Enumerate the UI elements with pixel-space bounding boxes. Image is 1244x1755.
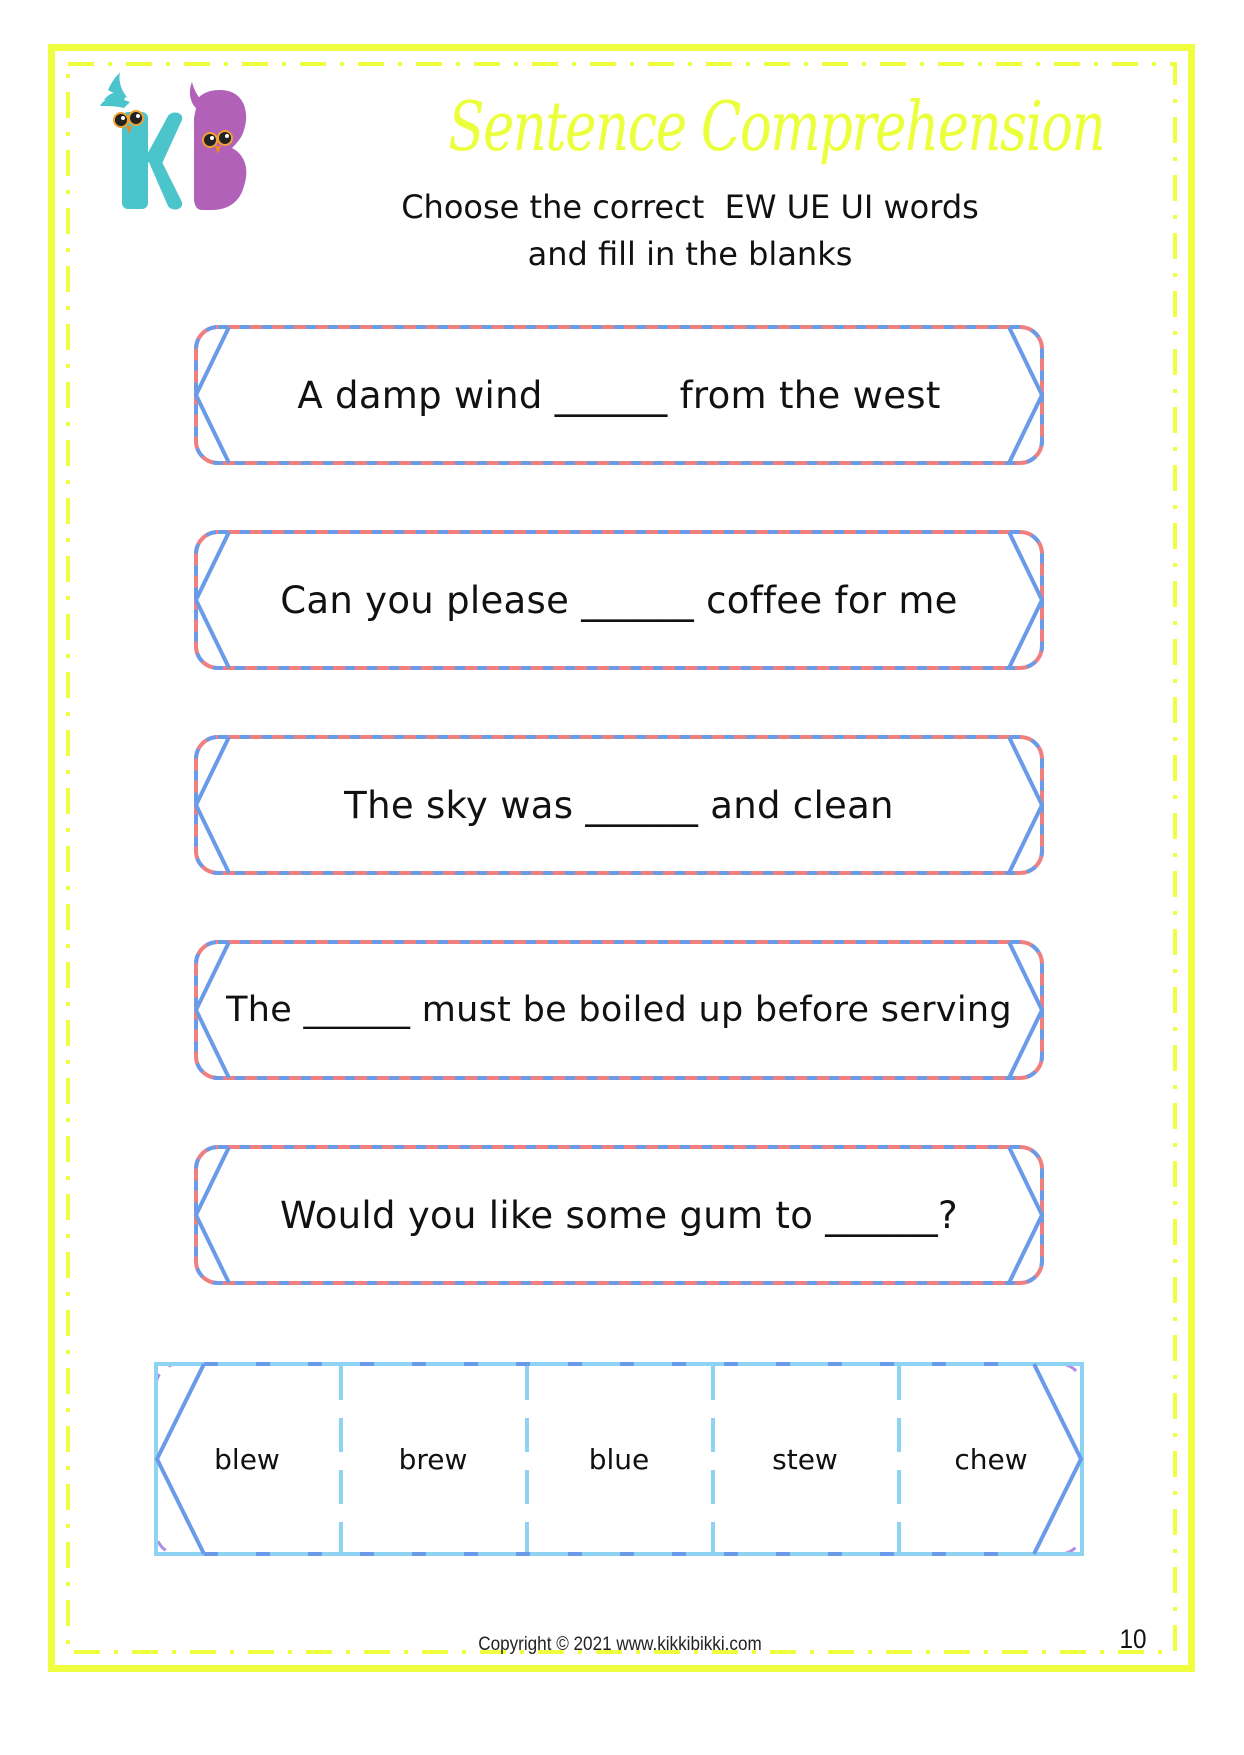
sentence-box-1 xyxy=(193,324,1045,466)
kikkibikki-logo xyxy=(84,72,249,217)
instructions-line-2: and fill in the blanks xyxy=(527,235,853,273)
logo-b-character-icon xyxy=(190,82,246,210)
instructions xyxy=(340,184,1040,278)
sentence-text: Can you please ______ coffee for me xyxy=(280,578,958,622)
logo-k-character-icon xyxy=(100,72,182,209)
sentence-text: Would you like some gum to ______? xyxy=(280,1193,958,1237)
sentence-text: A damp wind ______ from the west xyxy=(297,373,941,417)
instructions-line-1: Choose the correct EW UE UI words xyxy=(401,188,979,226)
sentence-box-4 xyxy=(193,939,1045,1081)
sentence-box-5 xyxy=(193,1144,1045,1286)
word-option-stew: stew xyxy=(772,1442,838,1476)
word-option-chew: chew xyxy=(954,1442,1028,1476)
copyright-notice: Copyright © 2021 www.kikkibikki.com xyxy=(478,1634,762,1655)
word-option-blue: blue xyxy=(588,1442,650,1476)
word-option-brew: brew xyxy=(398,1442,468,1476)
worksheet-title: Sentence Comprehension xyxy=(448,88,1105,167)
word-option-blew: blew xyxy=(214,1442,280,1476)
sentence-text: The sky was ______ and clean xyxy=(344,783,894,827)
page-number: 10 xyxy=(1119,1624,1147,1654)
sentence-text: The ______ must be boiled up before serving xyxy=(226,990,1012,1030)
sentence-box-3 xyxy=(193,734,1045,876)
sentence-box-2 xyxy=(193,529,1045,671)
word-bank xyxy=(154,1362,1084,1556)
